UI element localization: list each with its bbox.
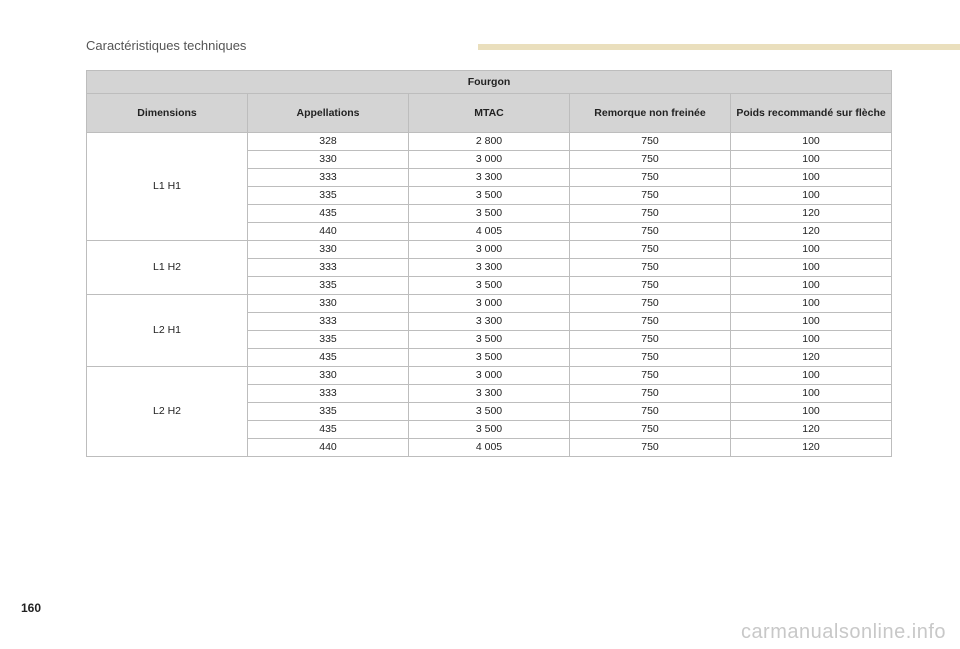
watermark: carmanualsonline.info xyxy=(740,621,946,643)
trailer-unbraked-cell: 750 xyxy=(570,169,731,187)
trailer-unbraked-cell: 750 xyxy=(570,277,731,295)
nose-weight-cell: 100 xyxy=(731,277,892,295)
dimension-cell: L1 H2 xyxy=(87,241,248,295)
nose-weight-cell: 120 xyxy=(731,349,892,367)
mtac-cell: 3 300 xyxy=(409,385,570,403)
mtac-cell: 3 000 xyxy=(409,241,570,259)
nose-weight-cell: 120 xyxy=(731,421,892,439)
appellation-cell: 333 xyxy=(248,169,409,187)
appellation-cell: 333 xyxy=(248,259,409,277)
nose-weight-cell: 100 xyxy=(731,241,892,259)
table-row xyxy=(87,295,892,313)
mtac-cell: 4 005 xyxy=(409,223,570,241)
mtac-cell: 3 000 xyxy=(409,367,570,385)
nose-weight-cell: 100 xyxy=(731,295,892,313)
trailer-unbraked-cell: 750 xyxy=(570,295,731,313)
nose-weight-cell: 120 xyxy=(731,205,892,223)
table-row xyxy=(87,133,892,151)
column-header-appellations: Appellations xyxy=(248,94,409,133)
trailer-unbraked-cell: 750 xyxy=(570,205,731,223)
table-column-header-row xyxy=(87,94,892,133)
section-accent-bar xyxy=(478,44,960,50)
trailer-unbraked-cell: 750 xyxy=(570,421,731,439)
nose-weight-cell: 100 xyxy=(731,259,892,277)
nose-weight-cell: 100 xyxy=(731,313,892,331)
nose-weight-cell: 100 xyxy=(731,385,892,403)
trailer-unbraked-cell: 750 xyxy=(570,439,731,457)
nose-weight-cell: 100 xyxy=(731,367,892,385)
mtac-cell: 2 800 xyxy=(409,133,570,151)
nose-weight-cell: 100 xyxy=(731,187,892,205)
nose-weight-cell: 100 xyxy=(731,151,892,169)
trailer-unbraked-cell: 750 xyxy=(570,313,731,331)
appellation-cell: 333 xyxy=(248,385,409,403)
section-title: Caractéristiques techniques xyxy=(86,38,247,53)
appellation-cell: 440 xyxy=(248,223,409,241)
appellation-cell: 333 xyxy=(248,313,409,331)
table-group-title: Fourgon xyxy=(87,71,892,94)
appellation-cell: 435 xyxy=(248,421,409,439)
trailer-unbraked-cell: 750 xyxy=(570,241,731,259)
dimension-cell: L2 H2 xyxy=(87,367,248,457)
table-group-header-row xyxy=(87,71,892,94)
appellation-cell: 330 xyxy=(248,295,409,313)
nose-weight-cell: 100 xyxy=(731,133,892,151)
mtac-cell: 3 500 xyxy=(409,331,570,349)
mtac-cell: 4 005 xyxy=(409,439,570,457)
mtac-cell: 3 500 xyxy=(409,349,570,367)
dimension-cell: L1 H1 xyxy=(87,133,248,241)
trailer-unbraked-cell: 750 xyxy=(570,403,731,421)
trailer-unbraked-cell: 750 xyxy=(570,151,731,169)
appellation-cell: 335 xyxy=(248,403,409,421)
specifications-table xyxy=(86,70,892,457)
mtac-cell: 3 500 xyxy=(409,403,570,421)
appellation-cell: 330 xyxy=(248,367,409,385)
mtac-cell: 3 500 xyxy=(409,277,570,295)
dimension-cell: L2 H1 xyxy=(87,295,248,367)
mtac-cell: 3 000 xyxy=(409,295,570,313)
appellation-cell: 330 xyxy=(248,241,409,259)
mtac-cell: 3 000 xyxy=(409,151,570,169)
column-header-dimensions: Dimensions xyxy=(87,94,248,133)
appellation-cell: 330 xyxy=(248,151,409,169)
appellation-cell: 335 xyxy=(248,331,409,349)
appellation-cell: 335 xyxy=(248,277,409,295)
nose-weight-cell: 120 xyxy=(731,439,892,457)
appellation-cell: 335 xyxy=(248,187,409,205)
trailer-unbraked-cell: 750 xyxy=(570,187,731,205)
nose-weight-cell: 100 xyxy=(731,169,892,187)
table-body xyxy=(87,133,892,457)
trailer-unbraked-cell: 750 xyxy=(570,385,731,403)
nose-weight-cell: 100 xyxy=(731,331,892,349)
table-row xyxy=(87,241,892,259)
column-header-mtac: MTAC xyxy=(409,94,570,133)
table-row xyxy=(87,367,892,385)
mtac-cell: 3 300 xyxy=(409,313,570,331)
mtac-cell: 3 500 xyxy=(409,205,570,223)
nose-weight-cell: 120 xyxy=(731,223,892,241)
appellation-cell: 435 xyxy=(248,205,409,223)
appellation-cell: 435 xyxy=(248,349,409,367)
column-header-nose-weight: Poids recommandé sur flèche xyxy=(731,94,892,133)
mtac-cell: 3 500 xyxy=(409,421,570,439)
mtac-cell: 3 300 xyxy=(409,259,570,277)
mtac-cell: 3 300 xyxy=(409,169,570,187)
column-header-trailer-unbraked: Remorque non freinée xyxy=(570,94,731,133)
trailer-unbraked-cell: 750 xyxy=(570,223,731,241)
trailer-unbraked-cell: 750 xyxy=(570,259,731,277)
mtac-cell: 3 500 xyxy=(409,187,570,205)
trailer-unbraked-cell: 750 xyxy=(570,331,731,349)
nose-weight-cell: 100 xyxy=(731,403,892,421)
appellation-cell: 328 xyxy=(248,133,409,151)
appellation-cell: 440 xyxy=(248,439,409,457)
trailer-unbraked-cell: 750 xyxy=(570,349,731,367)
trailer-unbraked-cell: 750 xyxy=(570,367,731,385)
page-number: 160 xyxy=(21,601,42,615)
trailer-unbraked-cell: 750 xyxy=(570,133,731,151)
